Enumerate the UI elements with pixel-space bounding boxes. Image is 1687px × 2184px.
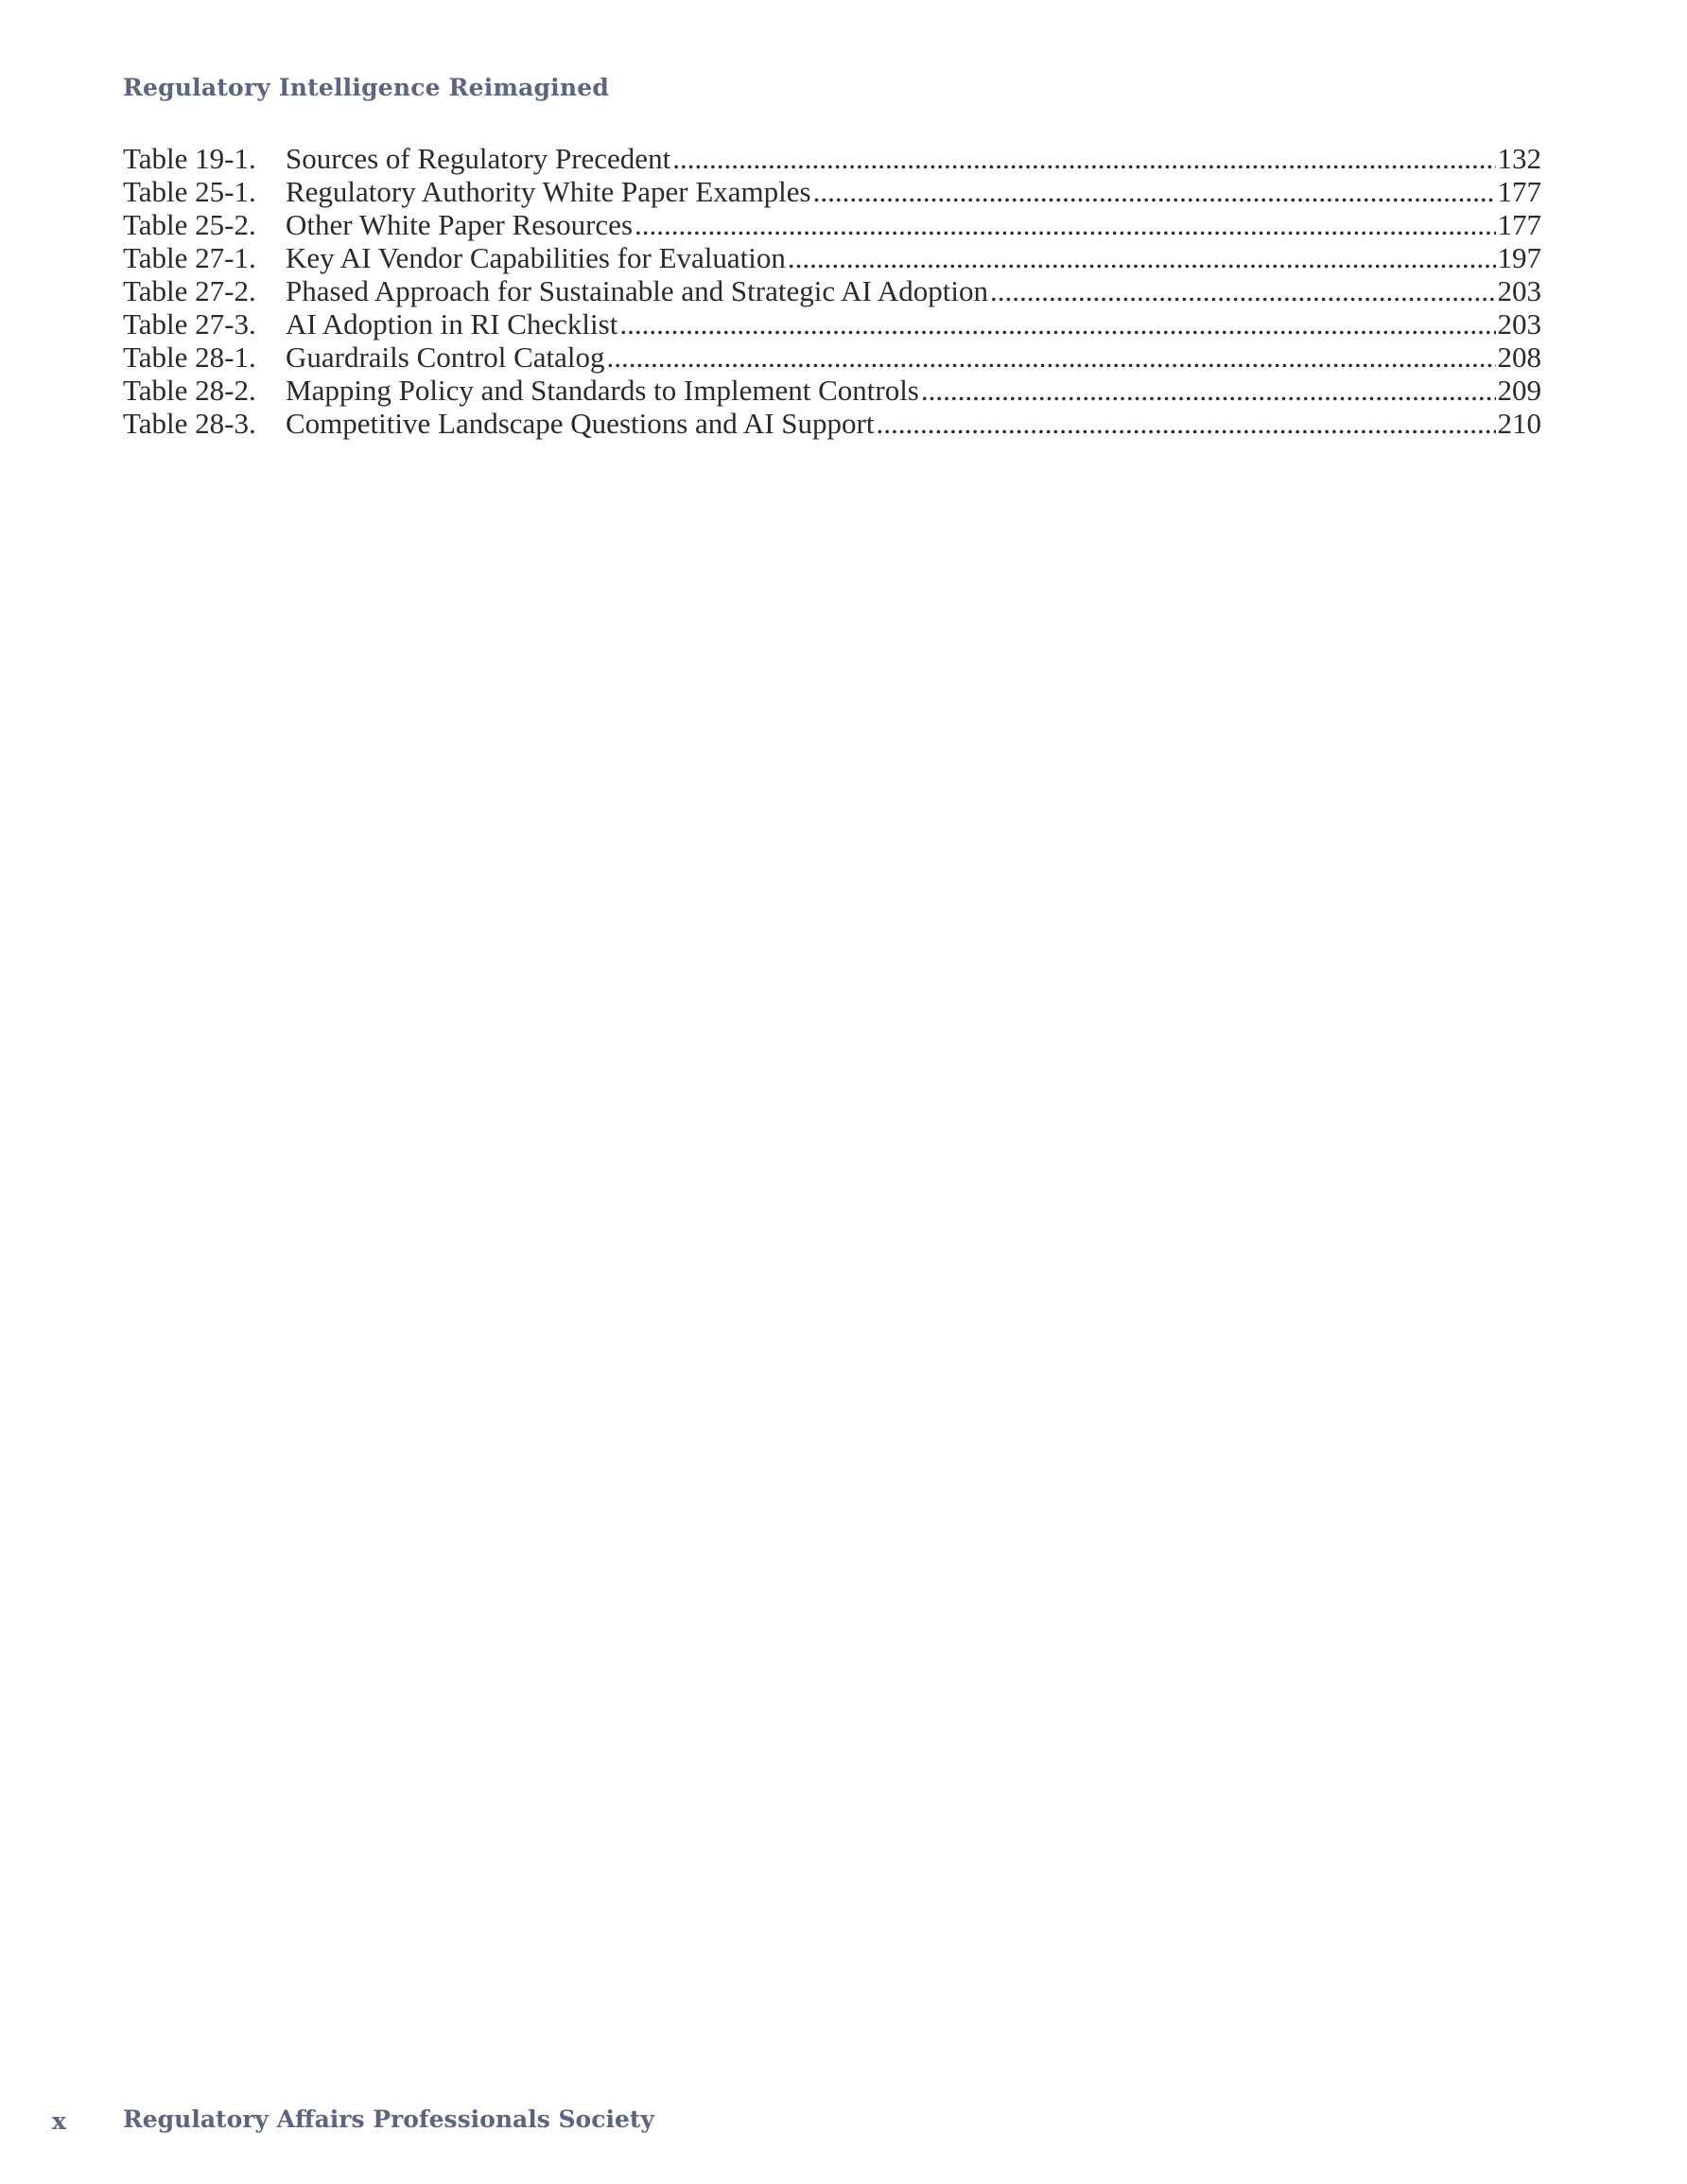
toc-entry-page: 209: [1497, 374, 1541, 407]
toc-entry-number: Table 28-1.: [123, 341, 256, 374]
toc-entry-number: Table 27-1.: [123, 241, 256, 274]
toc-entry[interactable]: [123, 407, 1541, 440]
toc-entry-page: 197: [1497, 241, 1541, 274]
toc-entry-page: 177: [1497, 208, 1541, 241]
toc-entry-page: 203: [1497, 274, 1541, 307]
toc-entry-number: Table 25-1.: [123, 175, 256, 208]
toc-entry-page: 132: [1497, 142, 1541, 175]
dot-leader: [619, 307, 1495, 341]
dot-leader: [788, 241, 1496, 274]
toc-entry[interactable]: [123, 307, 1541, 341]
toc-entry-page: 203: [1497, 307, 1541, 341]
toc-entry-number: Table 27-3.: [123, 307, 256, 341]
dot-leader: [607, 341, 1496, 374]
toc-entry[interactable]: [123, 241, 1541, 274]
toc-entry-title: Guardrails Control Catalog: [286, 341, 605, 374]
dot-leader: [990, 274, 1495, 307]
toc-entry-title: Mapping Policy and Standards to Implement Controls: [286, 374, 919, 407]
toc-entry[interactable]: [123, 274, 1541, 307]
toc-entry-title: Phased Approach for Sustainable and Strategic AI Adoption: [286, 274, 989, 307]
page-number: x: [52, 2107, 66, 2135]
toc-entry[interactable]: [123, 208, 1541, 241]
toc-entry-number: Table 25-2.: [123, 208, 256, 241]
toc-entry[interactable]: [123, 374, 1541, 407]
toc-entry-number: Table 19-1.: [123, 142, 256, 175]
running-header: Regulatory Intelligence Reimagined: [123, 74, 610, 101]
toc-entry-number: Table 27-2.: [123, 274, 256, 307]
toc-entry-page: 208: [1497, 341, 1541, 374]
toc-entry-title: Key AI Vendor Capabilities for Evaluation: [286, 241, 786, 274]
dot-leader: [921, 374, 1496, 407]
toc-entry[interactable]: [123, 142, 1541, 175]
toc-entry-title: Regulatory Authority White Paper Examples: [286, 175, 811, 208]
toc-entry-page: 177: [1497, 175, 1541, 208]
toc-entry[interactable]: [123, 175, 1541, 208]
toc-entry-title: Competitive Landscape Questions and AI Support: [286, 407, 875, 440]
dot-leader: [813, 175, 1496, 208]
toc-entry-title: AI Adoption in RI Checklist: [286, 307, 618, 341]
toc-entry-number: Table 28-3.: [123, 407, 256, 440]
dot-leader: [635, 208, 1495, 241]
toc-entry-title: Sources of Regulatory Precedent: [286, 142, 671, 175]
toc-entry-title: Other White Paper Resources: [286, 208, 634, 241]
toc-entry[interactable]: [123, 341, 1541, 374]
toc-entry-page: 210: [1497, 407, 1541, 440]
dot-leader: [876, 407, 1495, 440]
list-of-tables: [123, 142, 1541, 440]
toc-entry-number: Table 28-2.: [123, 374, 256, 407]
dot-leader: [672, 142, 1495, 175]
running-footer: Regulatory Affairs Professionals Society: [123, 2105, 654, 2133]
